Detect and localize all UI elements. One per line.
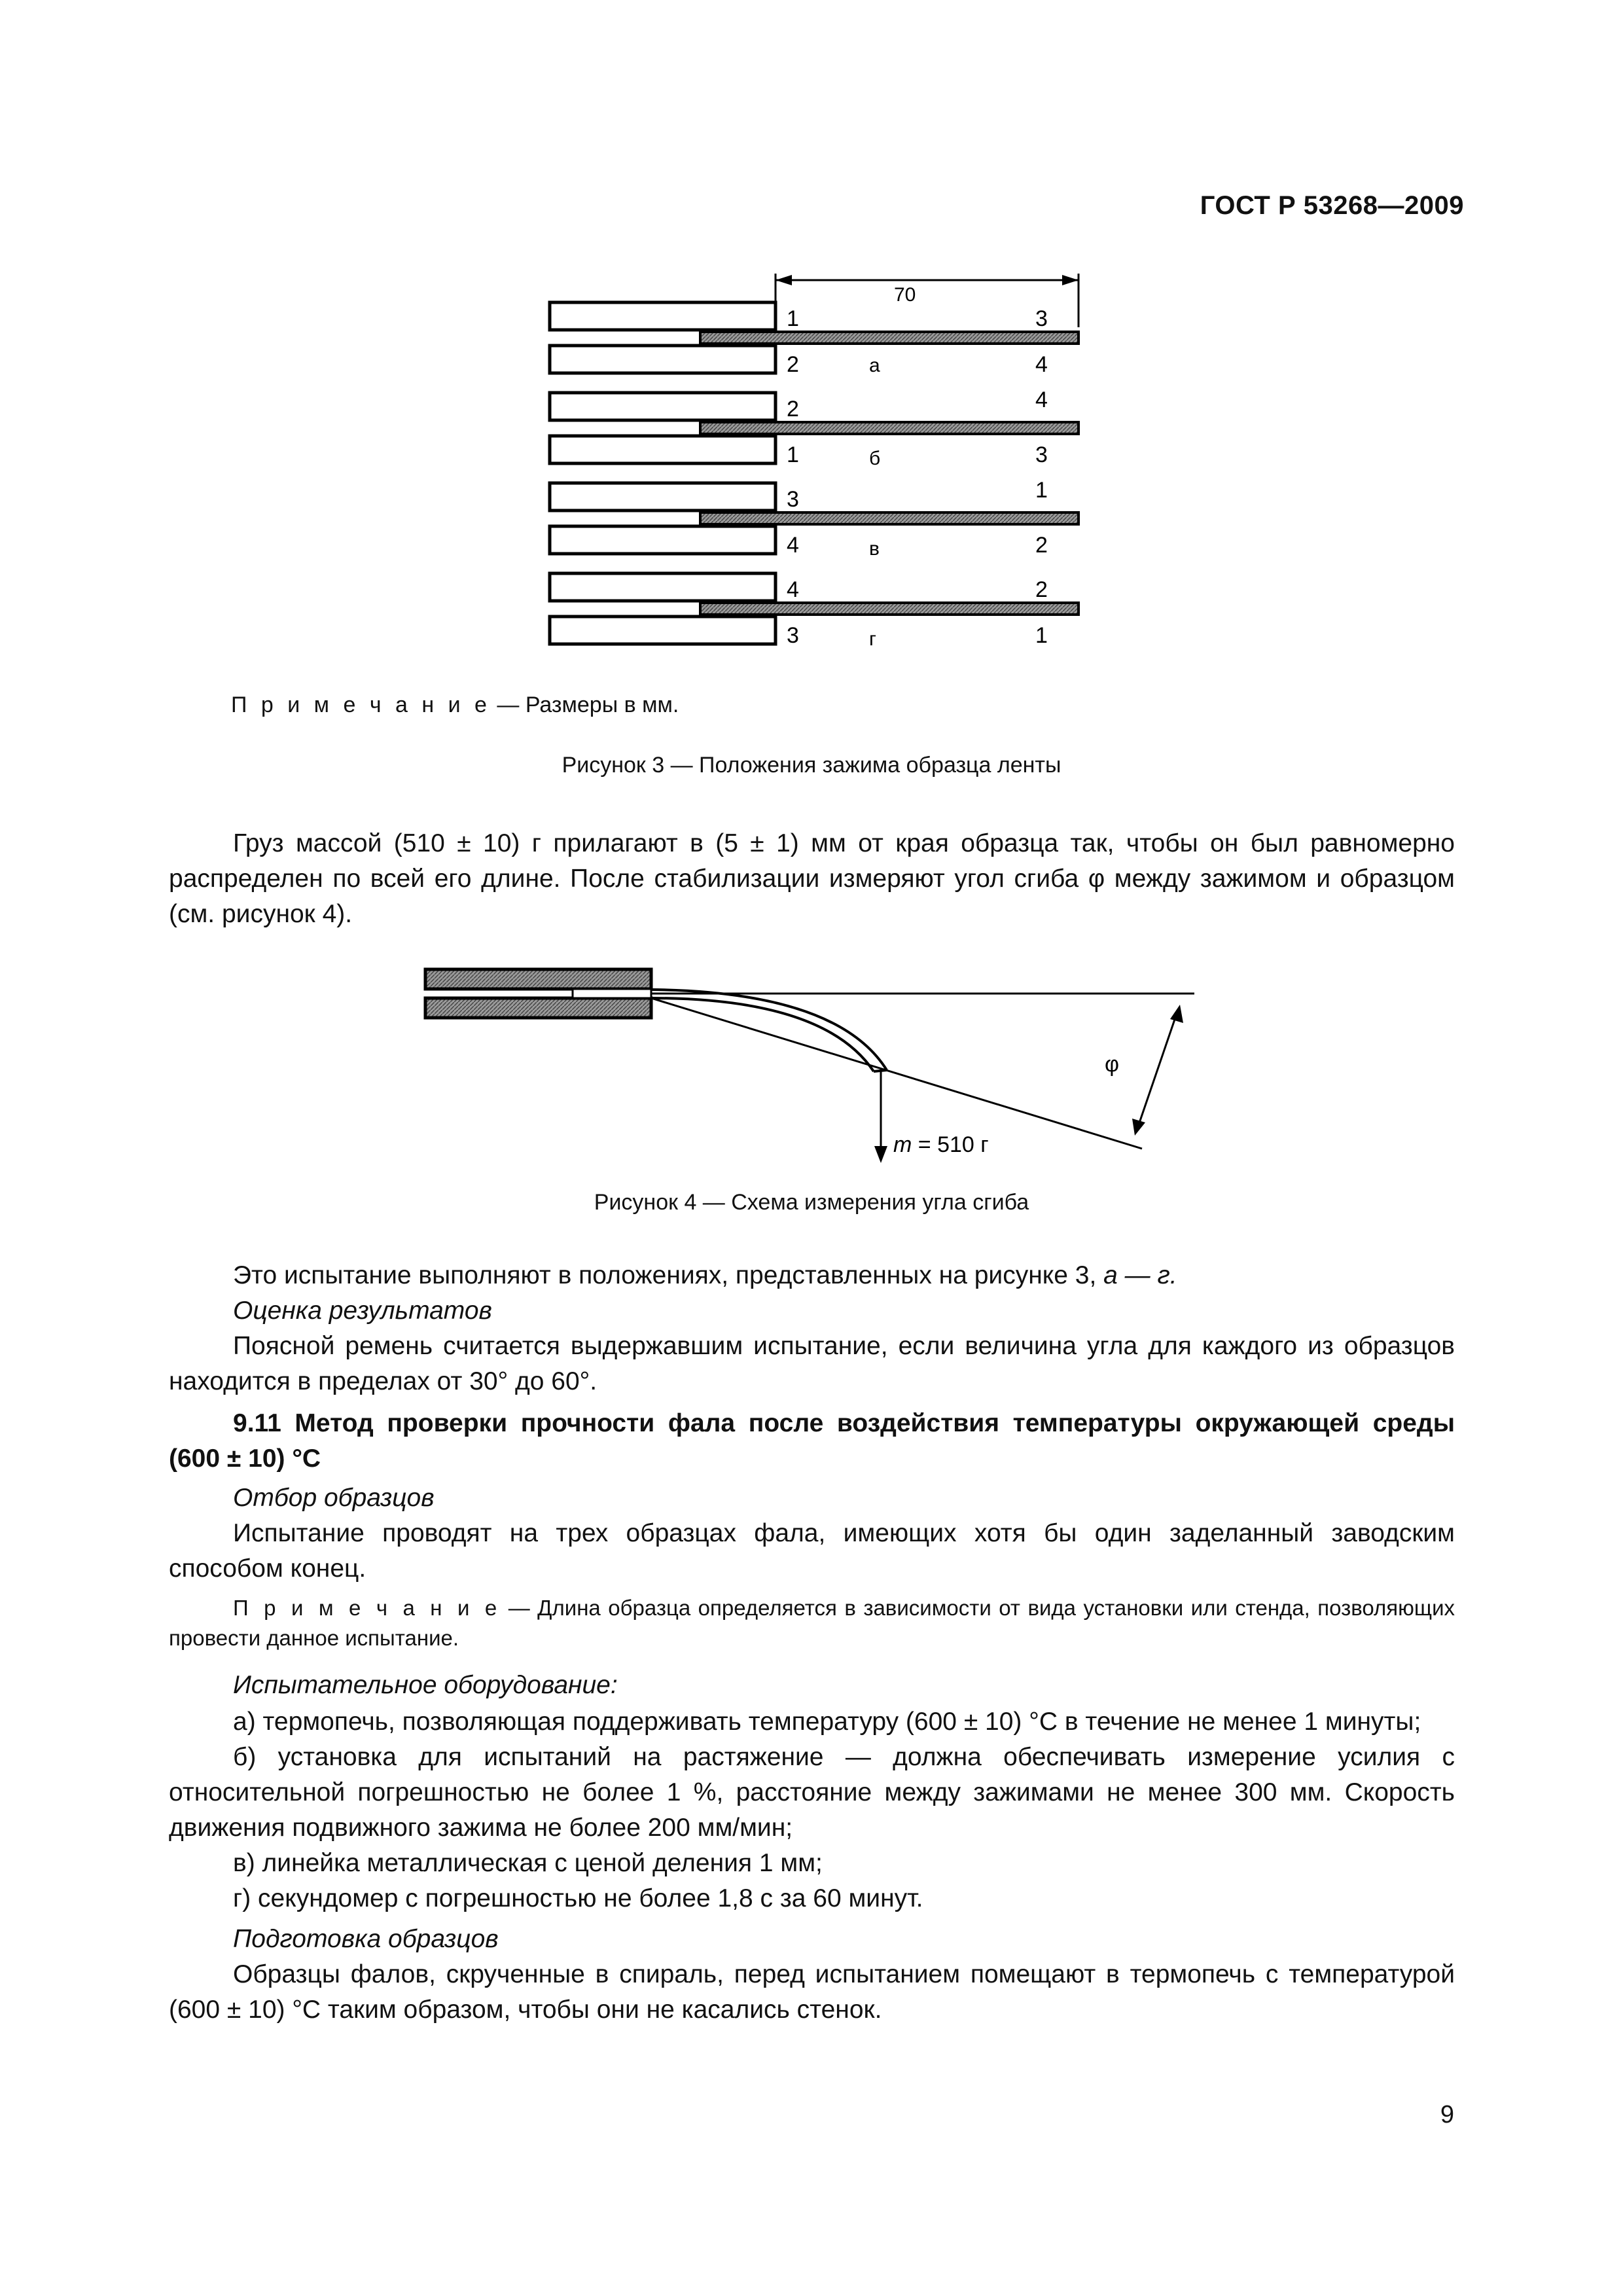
svg-text:3: 3 [787,623,799,648]
document-code: ГОСТ Р 53268—2009 [1200,191,1464,220]
svg-text:1: 1 [1035,478,1048,503]
clamp-group-a [550,302,1079,377]
equipment-item-b: б) установка для испытаний на растяжение — должна обеспечивать измерение усилия с относительной погрешностью не более 1 %, расстояние между зажимами не менее 300 мм. Скорость движения подвижного зажима не более 200 мм/мин; [169,1743,1455,1842]
svg-text:1: 1 [787,306,799,331]
svg-text:2: 2 [787,397,799,422]
paragraph-sampling: Испытание проводят на трех образцах фала, имеющих хотя бы один заделанный заводским способом конец. [169,1519,1455,1583]
page-number: 9 [1440,2101,1454,2128]
equipment-item-a: а) термопечь, позволяющая поддерживать температуру (600 ± 10) °С в течение не менее 1 минуты; [233,1708,1421,1736]
strip-direction-line [651,998,1142,1149]
svg-text:4: 4 [1035,387,1048,412]
mass-label: m = 510 г [893,1132,989,1157]
dim-arrow-left [776,275,792,285]
angle-dimension [1137,1010,1178,1130]
paragraph-preparation: Образцы фалов, скрученные в спираль, перед испытанием помещают в термопечь с температурой (600 ± 10) °С таким образом, чтобы они не касались стенок. [169,1960,1455,2024]
subheading-sampling: Отбор образцов [233,1484,435,1512]
svg-text:г: г [869,628,876,650]
svg-text:4: 4 [787,577,799,602]
svg-text:3: 3 [1035,442,1048,467]
svg-text:1: 1 [1035,623,1048,648]
figure-4-bend-angle [419,959,1204,1175]
figure-3-note: П р и м е ч а н и е — Размеры в мм. [231,692,679,717]
section-heading-9-11: 9.11 Метод проверки прочности фала после воздействия температуры окружающей среды (600 ± 10) °С [169,1409,1455,1473]
svg-text:3: 3 [787,487,799,512]
clamp-bottom [425,998,651,1018]
dim-arrow-right [1062,275,1079,285]
svg-text:4: 4 [1035,352,1048,377]
svg-text:б: б [869,448,881,469]
svg-text:2: 2 [787,352,799,377]
clamp-group-b [550,387,1079,469]
strip-outer [651,990,887,1070]
paragraph-load: Груз массой (510 ± 10) г прилагают в (5 ± 1) мм от края образца так, чтобы он был равномерно распределен по всей его длине. После стабилизации измеряют угол сгиба φ между зажимом и образцом (см. рисунок 4). [169,829,1455,928]
svg-text:3: 3 [1035,306,1048,331]
paragraph-results: Поясной ремень считается выдержавшим испытание, если величина угла для каждого из образцов находится в пределах от 30° до 60°. [169,1332,1455,1395]
note-sample-length: П р и м е ч а н и е — Длина образца определяется в зависимости от вида установки или стенда, позволяющих провести данное испытание. [169,1596,1455,1650]
equipment-item-d: г) секундомер с погрешностью не более 1,8 с за 60 минут. [233,1884,923,1912]
clamp-group-c [550,478,1079,560]
svg-text:1: 1 [787,442,799,467]
clamp-group-d [550,573,1079,650]
figure-4-caption: Рисунок 4 — Схема измерения угла сгиба [594,1190,1029,1215]
figure-3-caption: Рисунок 3 — Положения зажима образца ленты [562,753,1061,778]
clamp-top [425,969,651,989]
figure-3-clamp-positions [537,262,1099,668]
dim-value: 70 [894,284,916,306]
paragraph-positions: Это испытание выполняют в положениях, представленных на рисунке 3, а — г. [233,1261,1177,1289]
subheading-equipment: Испытательное оборудование: [233,1671,618,1699]
svg-text:2: 2 [1035,577,1048,602]
svg-text:4: 4 [787,533,799,558]
angle-label: φ [1105,1052,1120,1077]
svg-text:в: в [869,538,880,560]
svg-text:а: а [869,355,880,376]
equipment-item-c: в) линейка металлическая с ценой деления 1 мм; [233,1849,823,1877]
svg-text:2: 2 [1035,533,1048,558]
subheading-preparation: Подготовка образцов [233,1925,499,1953]
subheading-results: Оценка результатов [233,1297,492,1325]
